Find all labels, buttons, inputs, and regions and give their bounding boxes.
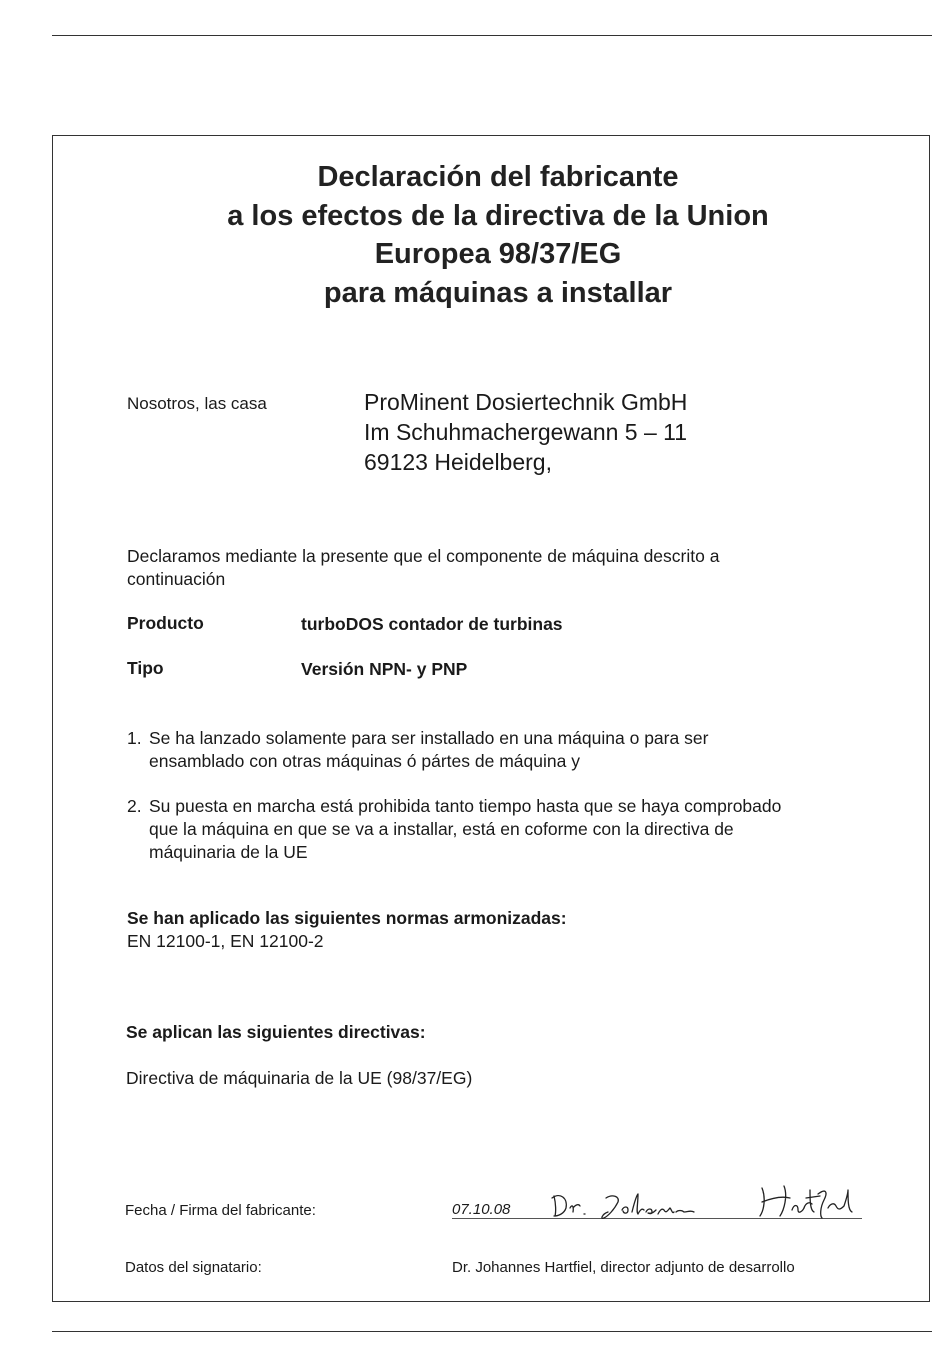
list-item-line: máquinaria de la UE [149, 842, 308, 862]
document-title [0, 158, 950, 312]
signature-label: Fecha / Firma del fabricante: [125, 1202, 316, 1219]
top-rule [52, 35, 932, 36]
conditions-list [127, 727, 781, 886]
type-value: Versión NPN- y PNP [301, 659, 468, 679]
signatory-value: Dr. Johannes Hartfiel, director adjunto de desarrollo [452, 1259, 795, 1276]
list-item-line: Su puesta en marcha está prohibida tanto tiempo hasta que se haya comprobado [149, 796, 782, 816]
standards-value: EN 12100-1, EN 12100-2 [127, 931, 324, 951]
product-value: turboDOS contador de turbinas [301, 614, 563, 634]
standards-section [127, 907, 567, 953]
list-item-line: Se ha lanzado solamente para ser installado en una máquina o para ser [149, 728, 709, 748]
list-item-number: 1. [127, 728, 142, 748]
signature-scribble [548, 1176, 868, 1224]
product-label: Producto [127, 613, 204, 633]
directives-heading: Se aplican las siguientes directivas: [126, 1022, 426, 1042]
signature-date: 07.10.08 [452, 1201, 511, 1218]
manufacturer-city: 69123 Heidelberg, [364, 449, 552, 475]
list-item-line: ensamblado con otras máquinas ó pártes de máquina y [149, 751, 580, 771]
list-item-number: 2. [127, 796, 142, 816]
manufacturer-label: Nosotros, las casa [127, 394, 267, 413]
directives-value: Directiva de máquinaria de la UE (98/37/EG) [126, 1068, 473, 1088]
title-line-1: Declaración del fabricante [317, 161, 679, 193]
bottom-rule [52, 1331, 932, 1332]
manufacturer-street: Im Schuhmachergewann 5 – 11 [364, 419, 688, 445]
signatory-label: Datos del signatario: [125, 1259, 262, 1276]
declaration-text [127, 545, 719, 591]
list-item [127, 795, 781, 864]
list-item-line: que la máquina en que se va a installar, está en coformе con la directiva de [149, 819, 734, 839]
manufacturer-name: ProMinent Dosiertechnik GmbH [364, 389, 688, 415]
list-item [127, 727, 781, 773]
title-line-2: a los efectos de la directiva de la Union [227, 199, 769, 232]
declaration-line-2: continuación [127, 569, 226, 589]
handwritten-signature [548, 1176, 868, 1229]
title-line-3: Europea 98/37/EG [374, 238, 622, 270]
standards-heading: Se han aplicado las siguientes normas armonizadas: [127, 908, 567, 928]
type-label: Tipo [127, 658, 164, 678]
declaration-line-1: Declaramos mediante la presente que el componente de máquina descrito a [127, 546, 720, 566]
manufacturer-address [364, 387, 687, 477]
title-line-4: para máquinas a installar [323, 276, 673, 309]
